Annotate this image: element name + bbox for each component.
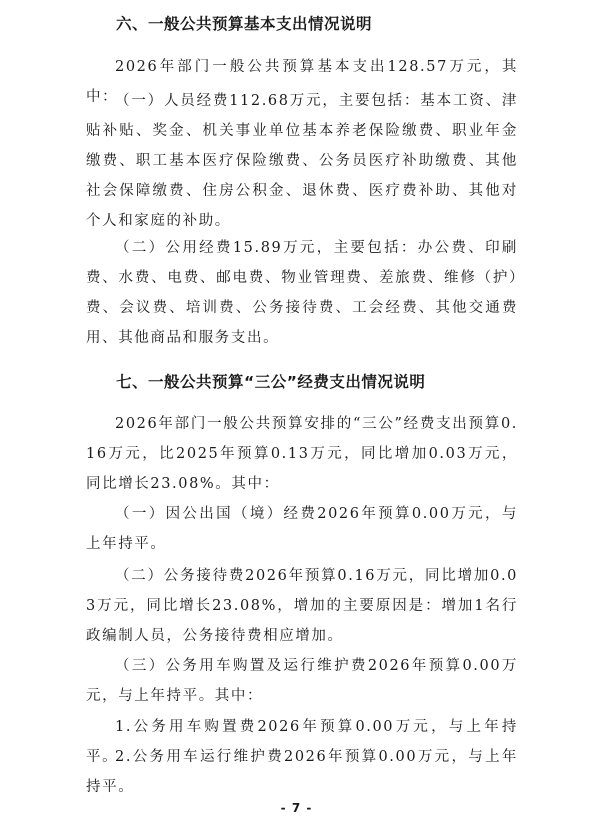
paragraph-reception-expenses: （二）公务接待费2026年预算0.16万元，同比增加0.03万元，同比增长23.08%，增加的主要原因是：增加1名行政编制人员，公务接待费相应增加。 bbox=[86, 568, 518, 644]
paragraph-public-use-expenses: （二）公用经费15.89万元，主要包括：办公费、印刷费、水费、电费、邮电费、物业管理费、差旅费、维修（护）费、会议费、培训费、公务接待费、工会经费、其他交通费用、其他商品和服务支出。 bbox=[86, 240, 518, 346]
paragraph-vehicle-expenses: （三）公务用车购置及运行维护费2026年预算0.00万元，与上年持平。其中： bbox=[86, 658, 518, 704]
paragraph-personnel-expenses: （一）人员经费112.68万元，主要包括：基本工资、津贴补贴、奖金、机关事业单位基本养老保险缴费、职业年金缴费、职工基本医疗保险缴费、公务员医疗补助缴费、其他社会保障缴费、住房公积金、退休费、医疗费补助、其他对个人和家庭的补助。 bbox=[86, 93, 518, 229]
paragraph-basic-expenditure-intro: 2026年部门一般公共预算基本支出128.57万元，其中： bbox=[86, 59, 518, 105]
paragraph-three-public-intro: 2026年部门一般公共预算安排的“三公”经费支出预算0.16万元，比2025年预算0.13万元，同比增加0.03万元，同比增长23.08%。其中： bbox=[86, 416, 518, 492]
paragraph-overseas-travel-expenses: （一）因公出国（境）经费2026年预算0.00万元，与上年持平。 bbox=[86, 506, 518, 552]
paragraph-vehicle-purchase: 1.公务用车购置费2026年预算0.00万元，与上年持平。 bbox=[86, 719, 518, 765]
page-number: - 7 - bbox=[280, 801, 313, 815]
section-heading-basic-expenditure: 六、一般公共预算基本支出情况说明 bbox=[116, 15, 373, 33]
section-heading-three-public-expenditure: 七、一般公共预算“三公”经费支出情况说明 bbox=[116, 373, 426, 391]
paragraph-vehicle-operation: 2.公务用车运行维护费2026年预算0.00万元，与上年持平。 bbox=[86, 749, 518, 795]
